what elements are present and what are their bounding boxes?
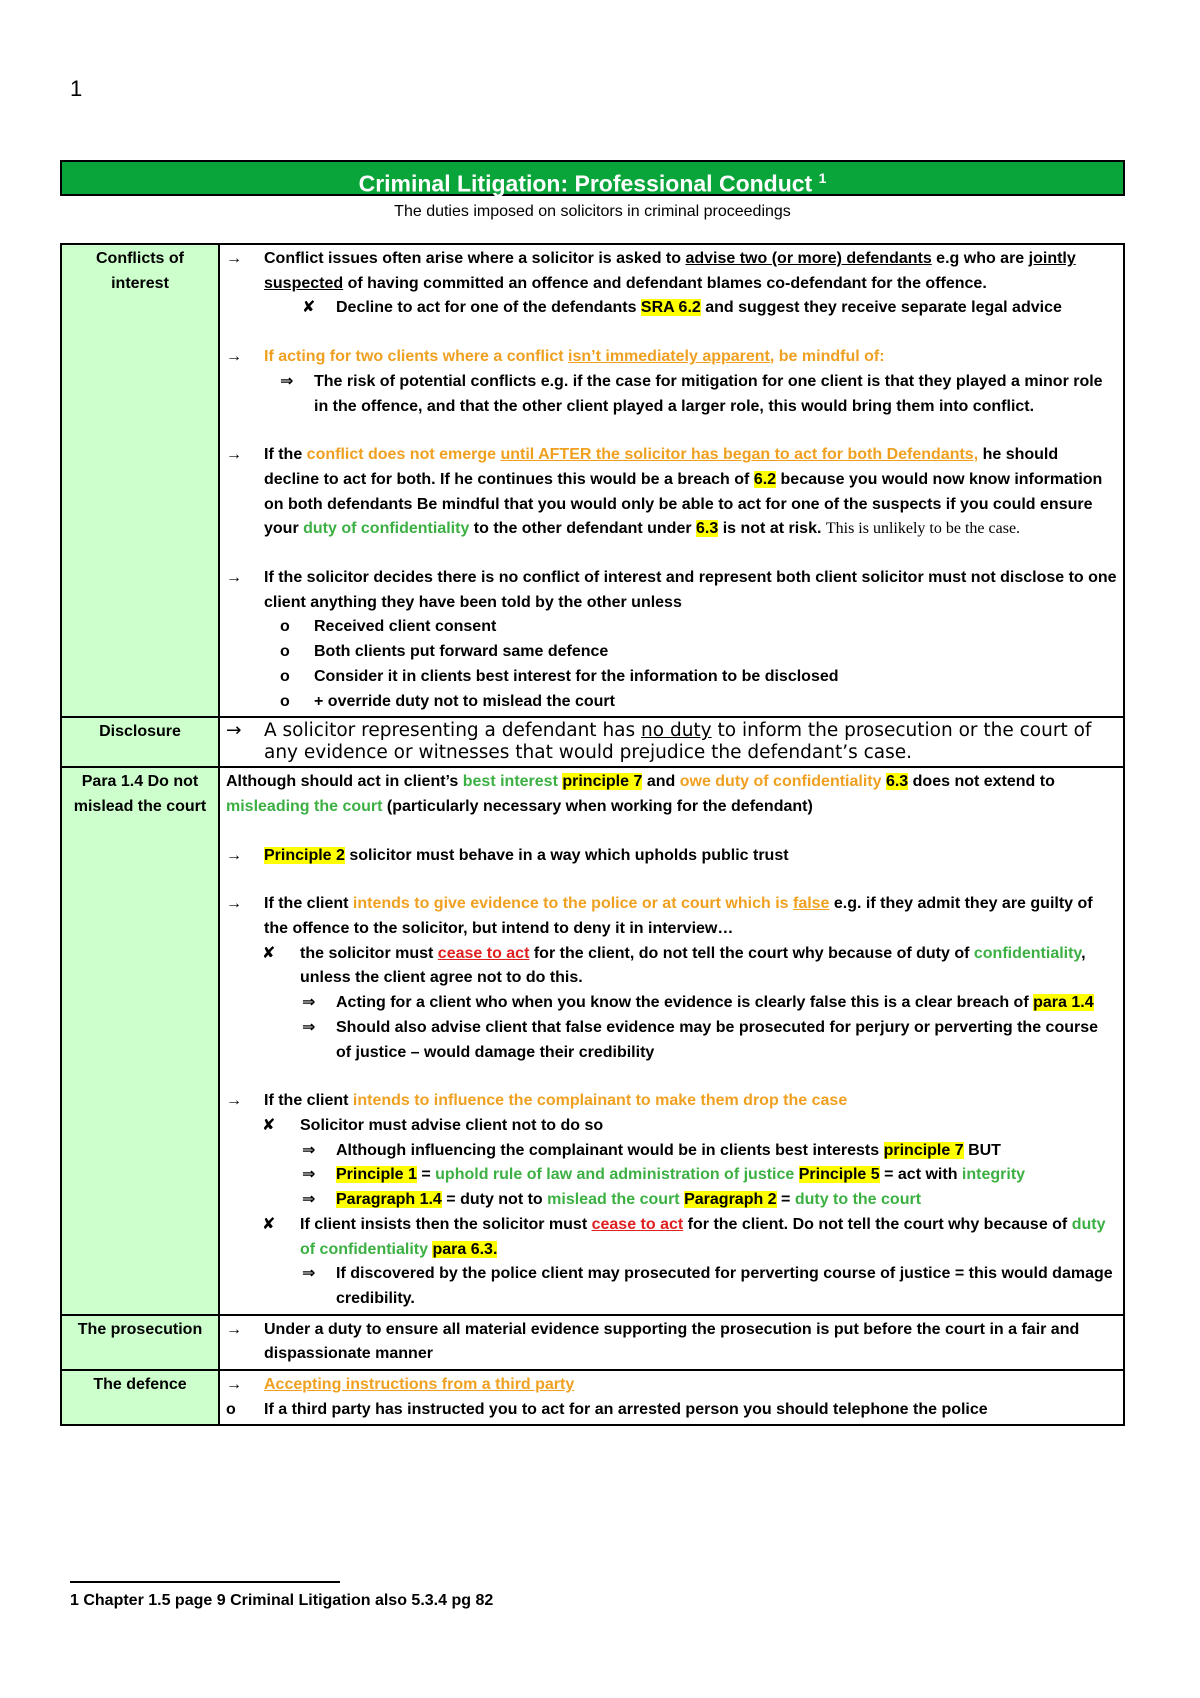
circle-bullet-icon: o (280, 667, 290, 685)
circle-bullet-icon: o (280, 692, 290, 710)
row-disclosure (61, 717, 1124, 767)
double-arrow-icon: ⇒ (302, 994, 316, 1012)
double-arrow-icon: ⇒ (280, 372, 294, 390)
sub-sub-bullet-breach: ⇒ Acting for a client who when you know the evidence is clearly false this is a clear breach of para 1.4 (226, 991, 1117, 1016)
arrow-right-icon: → (226, 846, 242, 864)
intro-paragraph: Although should act in client’s best interest principle 7 and owe duty of confidentiality 6.3 does not extend to misleading the court (particularly necessary when working for the defendant) (226, 773, 1055, 815)
conduct-table (60, 243, 1125, 1426)
bullet-principle-2: → Principle 2 solicitor must behave in a way which upholds public trust (226, 844, 1117, 869)
arrow-right-icon: → (226, 1376, 242, 1394)
document-subtitle: The duties imposed on solicitors in criminal proceedings (394, 203, 791, 220)
arrow-right-icon: → (226, 1092, 242, 1110)
circle-bullet-icon: o (226, 1400, 236, 1418)
row-label-disclosure: Disclosure (61, 717, 219, 767)
row-defence (61, 1370, 1124, 1425)
arrow-right-icon: → (226, 895, 242, 913)
document-title (60, 160, 1125, 196)
bullet-conflict-issues: → Conflict issues often arise where a solicitor is asked to advise two (or more) defendants e.g who are jointly suspected of having committed an offence and defendant blames co-defendant for the offence. (226, 247, 1117, 296)
sub-sub-bullet-principle-1: ⇒ Principle 1 = uphold rule of law and administration of justice Principle 5 = act with integrity (226, 1163, 1117, 1188)
sub-bullet-advise: ✘ Solicitor must advise client not to do so (226, 1114, 1117, 1139)
row-content-mislead (219, 767, 1124, 1314)
list-item: o + override duty not to mislead the court (226, 690, 1117, 715)
cross-icon: ✘ (262, 1116, 276, 1134)
footnote: 1 Chapter 1.5 page 9 Criminal Litigation also 5.3.4 pg 82 (70, 1592, 494, 1609)
row-label-mislead: Para 1.4 Do not mislead the court (61, 767, 219, 1314)
sub-bullet-cease: ✘ the solicitor must cease to act for the client, do not tell the court why because of duty of confidentiality, unless the client agree not to do this. (226, 942, 1117, 991)
row-content-prosecution (219, 1315, 1124, 1370)
cross-icon: ✘ (262, 944, 276, 962)
row-label-defence: The defence (61, 1370, 219, 1425)
arrow-right-icon: → (226, 720, 242, 742)
sub-sub-bullet-best-interests: ⇒ Although influencing the complainant would be in clients best interests principle 7 BUT (226, 1139, 1117, 1164)
row-content-conflicts (219, 244, 1124, 717)
row-label-conflicts: Conflicts of interest (61, 244, 219, 717)
double-arrow-icon: ⇒ (302, 1141, 316, 1159)
bullet-acting-two-clients: → If acting for two clients where a conflict isn’t immediately apparent, be mindful of: (226, 345, 1117, 370)
bullet-no-conflict: → If the solicitor decides there is no conflict of interest and represent both client solicitor must not disclose to one client anything they have been told by the other unless (226, 566, 1117, 615)
row-content-defence (219, 1370, 1124, 1425)
arrow-right-icon: → (226, 569, 242, 587)
row-prosecution (61, 1315, 1124, 1370)
sub-sub-bullet-discovered: ⇒ If discovered by the police client may prosecuted for perverting course of justice = this would damage credibility. (226, 1262, 1117, 1311)
double-arrow-icon: ⇒ (302, 1018, 316, 1036)
cross-icon: ✘ (302, 299, 316, 317)
title-footnote-mark: 1 (818, 170, 827, 186)
list-item: o If a third party has instructed you to act for an arrested person you should telephone the police (226, 1398, 1117, 1423)
bullet-material-evidence: → Under a duty to ensure all material evidence supporting the prosecution is put before the court in a fair and dispassionate manner (226, 1318, 1117, 1367)
double-arrow-icon: ⇒ (302, 1166, 316, 1184)
list-item: o Received client consent (226, 615, 1117, 640)
sub-sub-bullet-paragraph-1-4: ⇒ Paragraph 1.4 = duty not to mislead the court Paragraph 2 = duty to the court (226, 1188, 1117, 1213)
arrow-right-icon: → (226, 446, 242, 464)
arrow-right-icon: → (226, 1320, 242, 1338)
footnote-separator (70, 1581, 340, 1583)
row-label-prosecution: The prosecution (61, 1315, 219, 1370)
sub-bullet-decline: ✘ Decline to act for one of the defendants SRA 6.2 and suggest they receive separate legal advice (226, 296, 1117, 321)
cross-icon: ✘ (262, 1215, 276, 1233)
list-item: o Consider it in clients best interest for the information to be disclosed (226, 665, 1117, 690)
sub-sub-bullet-perjury: ⇒ Should also advise client that false evidence may be prosecuted for perjury or perverting the course of justice – would damage their credibility (226, 1016, 1117, 1065)
double-arrow-icon: ⇒ (302, 1191, 316, 1209)
sub-bullet-client-insists: ✘ If client insists then the solicitor must cease to act for the client. Do not tell the court why because of duty of confidentiality para 6.3. (226, 1213, 1117, 1262)
bullet-false-evidence: → If the client intends to give evidence to the police or at court which is false e.g. if they admit they are guilty of the offence to the solicitor, but intend to deny it in interview… (226, 892, 1117, 941)
sub-bullet-risk: ⇒ The risk of potential conflicts e.g. if the case for mitigation for one client is that they played a minor role in the offence, and that the other client played a larger role, this would bring them into conflict. (226, 370, 1117, 419)
double-arrow-icon: ⇒ (302, 1265, 316, 1283)
bullet-third-party: → Accepting instructions from a third party (226, 1373, 1117, 1398)
circle-bullet-icon: o (280, 643, 290, 661)
bullet-influence-complainant: → If the client intends to influence the complainant to make them drop the case (226, 1089, 1117, 1114)
bullet-conflict-emerges: → If the conflict does not emerge until AFTER the solicitor has began to act for both Defendants, he should decline to act for both. If he continues this would be a breach of 6.2 because you would now know information on both defendants Be mindful that you would only be able to act for one of the suspects if you could ensure your duty of confidentiality to the other defendant under 6.3 is not at risk. This is unlikely to be the case. (226, 443, 1117, 542)
bullet-no-duty: → A solicitor representing a defendant has no duty to inform the prosecution or the court of any evidence or witnesses that would prejudice the defendant’s case. (226, 720, 1092, 764)
arrow-right-icon: → (226, 250, 242, 267)
title-text: Criminal Litigation: Professional Conduct (358, 170, 813, 197)
row-content-disclosure (219, 717, 1124, 767)
arrow-right-icon: → (226, 348, 242, 366)
circle-bullet-icon: o (280, 618, 290, 636)
page-number: 1 (70, 76, 83, 101)
row-conflicts (61, 244, 1124, 717)
list-item: o Both clients put forward same defence (226, 640, 1117, 665)
row-mislead (61, 767, 1124, 1314)
